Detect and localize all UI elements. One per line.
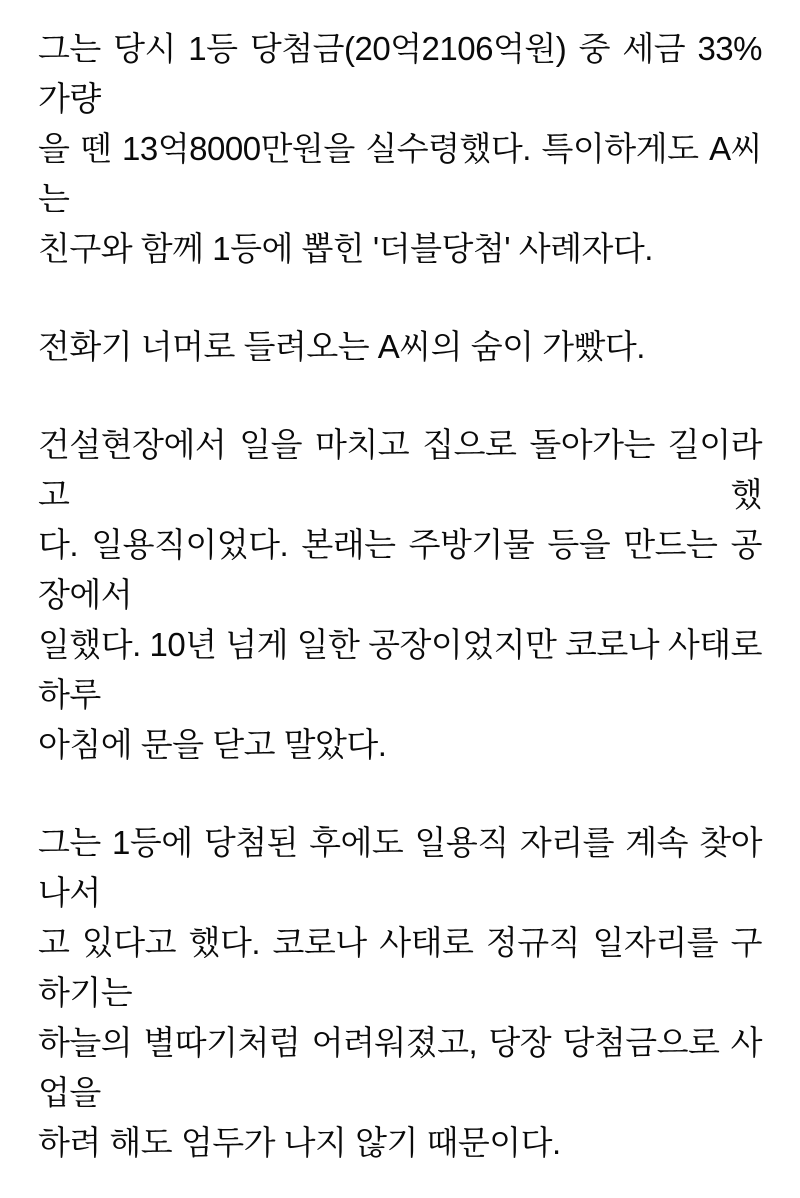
article-paragraph [38,322,762,372]
article-paragraph [38,24,762,274]
article-line: 고 있다고 했다. 코로나 사태로 정규직 일자리를 구하기는 [38,924,762,1011]
article-line: 그는 1등에 당첨된 후에도 일용직 자리를 계속 찾아 나서 [38,824,762,911]
article-paragraph [38,420,762,770]
article-line: 하려 해도 엄두가 나지 않기 때문이다. [38,1124,561,1161]
article-line: 그는 당시 1등 당첨금(20억2106억원) 중 세금 33% 가량 [38,30,762,117]
article-line: 전화기 너머로 들려오는 A씨의 숨이 가빴다. [38,328,645,365]
article-line: 을 뗀 13억8000만원을 실수령했다. 특이하게도 A씨는 [38,130,762,217]
article-line: 친구와 함께 1등에 뽑힌 '더블당첨' 사례자다. [38,230,653,267]
article-line: 하늘의 별따기처럼 어려워졌고, 당장 당첨금으로 사업을 [38,1024,762,1111]
article-line: 다. 일용직이었다. 본래는 주방기물 등을 만드는 공장에서 [38,526,762,613]
article-line: 일했다. 10년 넘게 일한 공장이었지만 코로나 사태로 하루 [38,626,762,713]
article-line: 건설현장에서 일을 마치고 집으로 돌아가는 길이라고 했 [38,426,762,513]
article-paragraph [38,818,762,1168]
article-line: 아침에 문을 닫고 말았다. [38,726,387,763]
